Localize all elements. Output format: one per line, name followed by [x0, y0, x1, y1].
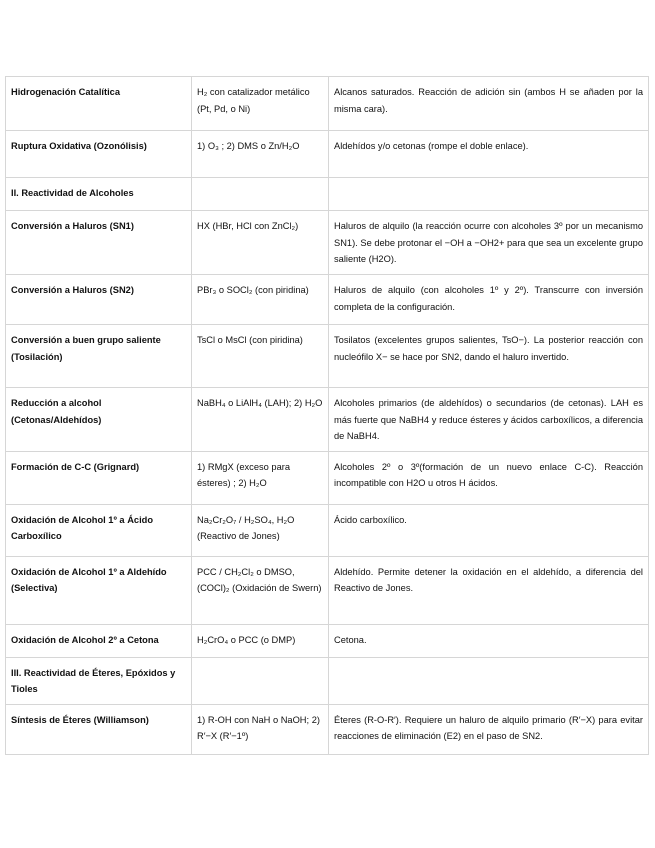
reaction-name: Formación de C-C (Grignard): [6, 451, 192, 504]
product-description: Haluros de alquilo (la reacción ocurre con alcoholes 3º por un mecanismo SN1). Se debe protonar el −OH a −OH2+ para que sea un excelente grupo saliente (H2O).: [329, 211, 649, 275]
table-row: [6, 275, 649, 325]
reaction-name: Conversión a Haluros (SN1): [6, 211, 192, 275]
table-row: [6, 504, 649, 556]
reaction-name: Hidrogenación Catalítica: [6, 77, 192, 131]
reaction-name: Ruptura Oxidativa (Ozonólisis): [6, 131, 192, 178]
reagents: 1) O₃ ; 2) DMS o Zn/H₂O: [192, 131, 329, 178]
reaction-name: Reducción a alcohol (Cetonas/Aldehídos): [6, 388, 192, 452]
reagents: H₂ con catalizador metálico (Pt, Pd, o Ni): [192, 77, 329, 131]
table-row: [6, 131, 649, 178]
product-description: Haluros de alquilo (con alcoholes 1º y 2º). Transcurre con inversión completa de la configuración.: [329, 275, 649, 325]
product-description: Aldehídos y/o cetonas (rompe el doble enlace).: [329, 131, 649, 178]
empty-cell: [192, 657, 329, 704]
section-heading: II. Reactividad de Alcoholes: [6, 178, 192, 211]
product-description: Aldehído. Permite detener la oxidación en el aldehído, a diferencia del Reactivo de Jones.: [329, 556, 649, 624]
reaction-name: Conversión a buen grupo saliente (Tosilación): [6, 325, 192, 388]
table-row: [6, 556, 649, 624]
reaction-name: Oxidación de Alcohol 1º a Aldehído (Selectiva): [6, 556, 192, 624]
reagents: H₂CrO₄ o PCC (o DMP): [192, 624, 329, 657]
reactions-table: [5, 76, 649, 755]
product-description: Ácido carboxílico.: [329, 504, 649, 556]
reagents: HX (HBr, HCl con ZnCl₂): [192, 211, 329, 275]
table-row: [6, 451, 649, 504]
product-description: Éteres (R-O-R′). Requiere un haluro de alquilo primario (R′−X) para evitar reacciones de eliminación (E2) en el paso de SN2.: [329, 704, 649, 754]
product-description: Alcoholes primarios (de aldehídos) o secundarios (de cetonas). LAH es más fuerte que NaBH4 y reduce ésteres y ácidos carboxílicos, a diferencia de NaBH4.: [329, 388, 649, 452]
product-description: Tosilatos (excelentes grupos salientes, TsO−). La posterior reacción con nucleófilo X− se hace por SN2, dando el haluro invertido.: [329, 325, 649, 388]
reagents: 1) RMgX (exceso para ésteres) ; 2) H₂O: [192, 451, 329, 504]
reagents: 1) R-OH con NaH o NaOH; 2) R′−X (R′−1º): [192, 704, 329, 754]
reaction-name: Conversión a Haluros (SN2): [6, 275, 192, 325]
product-description: Cetona.: [329, 624, 649, 657]
empty-cell: [329, 178, 649, 211]
reagents: TsCl o MsCl (con piridina): [192, 325, 329, 388]
product-description: Alcanos saturados. Reacción de adición sin (ambos H se añaden por la misma cara).: [329, 77, 649, 131]
table-row: [6, 704, 649, 754]
table-row: [6, 211, 649, 275]
empty-cell: [192, 178, 329, 211]
reaction-name: Oxidación de Alcohol 2º a Cetona: [6, 624, 192, 657]
reaction-name: Oxidación de Alcohol 1º a Ácido Carboxílico: [6, 504, 192, 556]
table-row: [6, 388, 649, 452]
reagents: Na₂Cr₂O₇ / H₂SO₄, H₂O (Reactivo de Jones): [192, 504, 329, 556]
table-row: [6, 325, 649, 388]
table-row: [6, 624, 649, 657]
section-row: [6, 178, 649, 211]
product-description: Alcoholes 2º o 3º(formación de un nuevo enlace C-C). Reacción incompatible con H2O u otros H ácidos.: [329, 451, 649, 504]
section-row: [6, 657, 649, 704]
reagents: PBr₃ o SOCl₂ (con piridina): [192, 275, 329, 325]
reagents: NaBH₄ o LiAlH₄ (LAH); 2) H₂O: [192, 388, 329, 452]
section-heading: III. Reactividad de Éteres, Epóxidos y Tioles: [6, 657, 192, 704]
table-row: [6, 77, 649, 131]
empty-cell: [329, 657, 649, 704]
reagents: PCC / CH₂Cl₂ o DMSO, (COCl)₂ (Oxidación de Swern): [192, 556, 329, 624]
reaction-name: Síntesis de Éteres (Williamson): [6, 704, 192, 754]
